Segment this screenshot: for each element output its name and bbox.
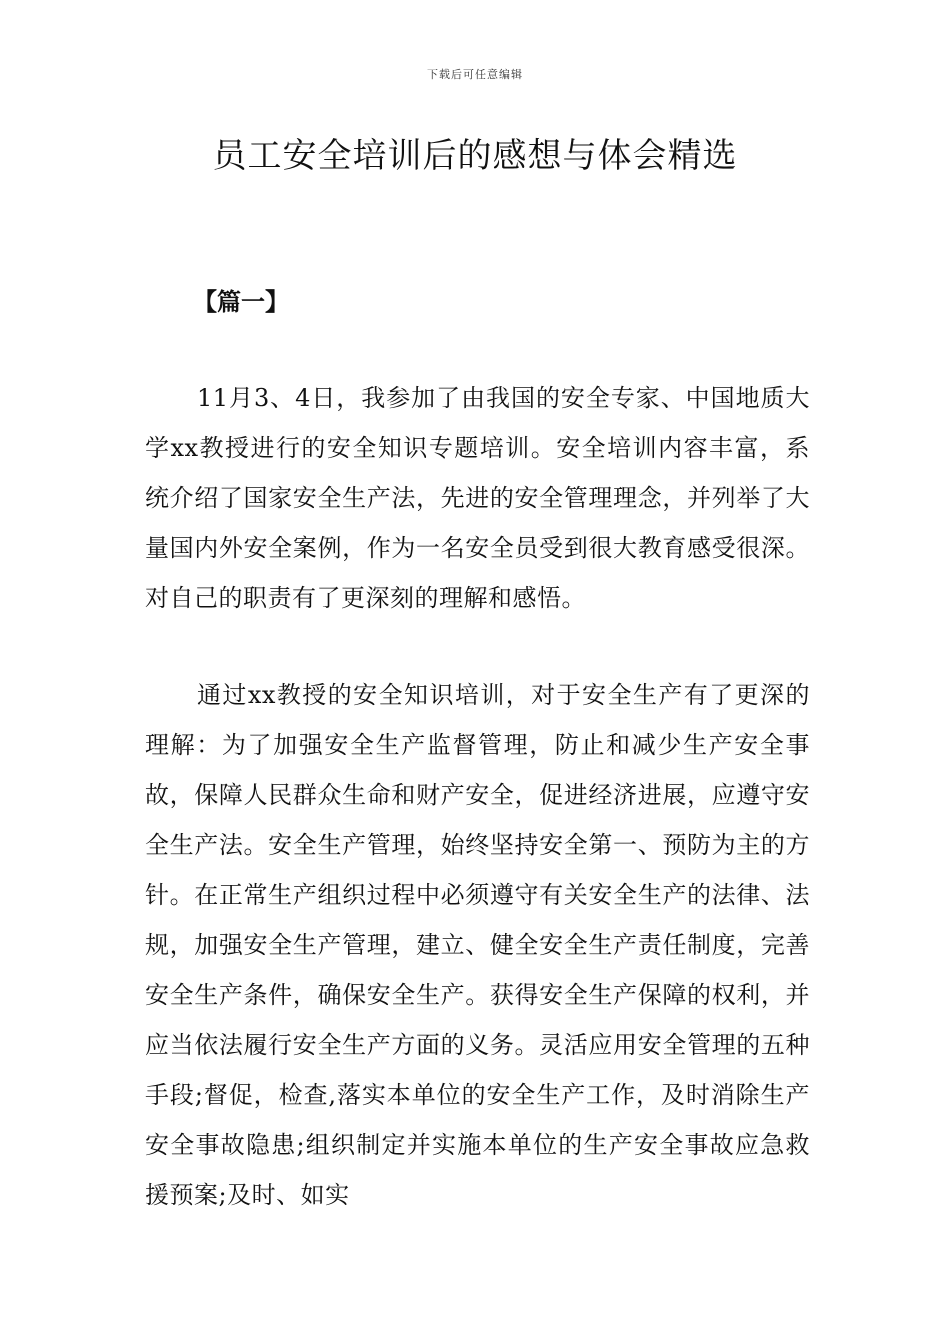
section-label: 【篇一】 (193, 288, 289, 316)
body-paragraph: 11月3、4日，我参加了由我国的安全专家、中国地质大学xx教授进行的安全知识专题培训。安全培训内容丰富，系统介绍了国家安全生产法，先进的安全管理理念，并列举了大量国内外安全案例，作为一名安全员受到很大教育感受很深。对自己的职责有了更深刻的理解和感悟。 (145, 384, 810, 612)
header-note: 下载后可任意编辑 (427, 68, 523, 81)
document-title: 员工安全培训后的感想与体会精选 (212, 136, 738, 176)
body-paragraph: 通过xx教授的安全知识培训，对于安全生产有了更深的理解：为了加强安全生产监督管理，防止和减少生产安全事故，保障人民群众生命和财产安全，促进经济进展，应遵守安全生产法。安全生产管理，始终坚持安全第一、预防为主的方针。在正常生产组织过程中必须遵守有关安全生产的法律、法规，加强安全生产管理，建立、健全安全生产责任制度，完善安全生产条件，确保安全生产。获得安全生产保障的权利，并应当依法履行安全生产方面的义务。灵活应用安全管理的五种手段;督促，检查,落实本单位的安全生产工作，及时消除生产安全事故隐患;组织制定并实施本单位的生产安全事故应急救援预案;及时、如实 (145, 681, 810, 1209)
